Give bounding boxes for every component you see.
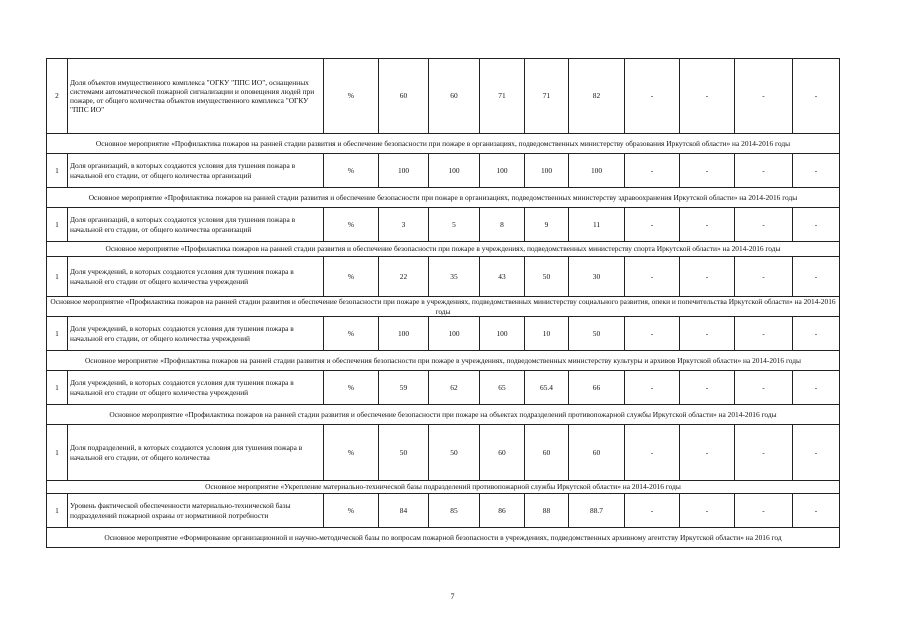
value-cell: 62 [429,371,480,405]
value-cell: 100 [480,317,525,351]
value-cell: 60 [525,425,569,481]
indicator-row [47,317,840,351]
value-cell: 43 [480,257,525,297]
value-cell: 66 [569,371,625,405]
value-cell: 100 [480,154,525,188]
value-cell: - [625,317,680,351]
value-cell: - [680,59,735,134]
value-cell: 84 [379,494,429,528]
section-row [47,242,840,257]
row-number: 1 [47,208,68,242]
value-cell: 65 [480,371,525,405]
section-heading: Основное мероприятие «Профилактика пожаров на ранней стадии развития и обеспечение безопасности при пожаре в организациях, подведомственных министерству образования Иркутской области» на 2014-2016 годы [47,134,840,154]
section-row [47,528,840,548]
value-cell: 35 [429,257,480,297]
indicator-row [47,257,840,297]
value-cell: 100 [379,154,429,188]
value-cell: - [680,208,735,242]
value-cell: 60 [569,425,625,481]
section-row [47,405,840,425]
value-cell: 10 [525,317,569,351]
value-cell: - [680,371,735,405]
value-cell: - [735,208,793,242]
unit-cell: % [324,425,379,481]
section-heading: Основное мероприятие «Профилактика пожаров на ранней стадии развития и обеспечение безопасности при пожаре на объектах подразделений противопожарной службы Иркутской области» на 2014-2016 годы [47,405,840,425]
value-cell: 11 [569,208,625,242]
value-cell: - [793,371,840,405]
row-number: 2 [47,59,68,134]
indicator-name: Доля организаций, в которых создаются условия для тушения пожара в начальной его стадии, от общего количества организаций [68,154,324,188]
value-cell: 50 [379,425,429,481]
section-row [47,297,840,317]
value-cell: - [625,257,680,297]
row-number: 1 [47,154,68,188]
indicator-name: Доля учреждений, в которых создаются условия для тушения пожара в начальной его стадии от общего количества учреждений [68,257,324,297]
value-cell: 71 [480,59,525,134]
value-cell: - [680,425,735,481]
section-heading: Основное мероприятие «Профилактика пожаров на ранней стадии развития и обеспечения безопасности при пожаре в учреждениях, подведомственных министерству культуры и архивов Иркутской области» на 2014-2016 годы [47,351,840,371]
value-cell: 22 [379,257,429,297]
value-cell: 60 [429,59,480,134]
value-cell: 60 [480,425,525,481]
section-heading: Основное мероприятие «Профилактика пожаров на ранней стадии развития и обеспечение безопасности при пожаре в организациях, подведомственных министерству здравоохранения Иркутской области» на 2014-2016 годы [47,188,840,208]
value-cell: - [735,257,793,297]
value-cell: - [735,154,793,188]
unit-cell: % [324,317,379,351]
value-cell: 100 [429,317,480,351]
value-cell: - [680,257,735,297]
section-heading: Основное мероприятие «Профилактика пожаров на ранней стадии развития и обеспечение безопасности при пожаре в учреждениях, подведомственных министерству социального развития, опеки и попечительства Иркутской области» на 2014-2016 годы [47,297,840,317]
section-heading: Основное мероприятие «Укрепление материально-технической базы подразделений противопожарной службы Иркутской области» на 2014-2016 годы [47,481,840,494]
value-cell: - [793,494,840,528]
value-cell: - [625,371,680,405]
value-cell: - [793,425,840,481]
indicator-row [47,154,840,188]
value-cell: 65.4 [525,371,569,405]
value-cell: 88 [525,494,569,528]
value-cell: - [735,425,793,481]
indicator-name: Доля учреждений, в которых создаются условия для тушения пожара в начальной его стадии, от общего количества учреждений [68,317,324,351]
indicator-row [47,425,840,481]
indicator-row [47,494,840,528]
value-cell: - [625,208,680,242]
value-cell: 50 [429,425,480,481]
section-row [47,351,840,371]
indicator-name: Доля учреждений, в которых создаются условия для тушения пожара в начальной его стадии от общего количества учреждений [68,371,324,405]
value-cell: - [680,494,735,528]
value-cell: - [793,59,840,134]
value-cell: 3 [379,208,429,242]
unit-cell: % [324,257,379,297]
indicator-name: Доля организаций, в которых создаются условия для тушения пожара в начальной его стадии, от общего количества организаций [68,208,324,242]
section-row [47,481,840,494]
value-cell: 88.7 [569,494,625,528]
value-cell: - [625,154,680,188]
value-cell: - [793,154,840,188]
section-heading: Основное мероприятие «Формирование организационной и научно-методической базы по вопросам пожарной безопасности в учреждениях, подведомственных архивному агентству Иркутской области» на 2016 год [47,528,840,548]
value-cell: 100 [379,317,429,351]
unit-cell: % [324,208,379,242]
value-cell: 82 [569,59,625,134]
value-cell: - [735,59,793,134]
unit-cell: % [324,154,379,188]
row-number: 1 [47,317,68,351]
value-cell: 60 [379,59,429,134]
indicator-row [47,59,840,134]
indicators-table [46,58,840,548]
value-cell: 100 [525,154,569,188]
value-cell: - [735,494,793,528]
value-cell: 100 [569,154,625,188]
indicator-name: Уровень фактической обеспеченности материально-технической базы подразделений пожарной охраны от нормативной потребности [68,494,324,528]
value-cell: 9 [525,208,569,242]
section-row [47,134,840,154]
value-cell: - [793,257,840,297]
value-cell: - [793,208,840,242]
unit-cell: % [324,494,379,528]
unit-cell: % [324,59,379,134]
unit-cell: % [324,371,379,405]
value-cell: 71 [525,59,569,134]
value-cell: 8 [480,208,525,242]
indicator-name: Доля объектов имущественного комплекса "ОГКУ "ППС ИО", оснащенных системами автоматической пожарной сигнализации и оповещения людей при пожаре, от общего количества объектов имущественного комплекса "ОГКУ "ППС ИО" [68,59,324,134]
value-cell: - [625,425,680,481]
indicator-row [47,208,840,242]
value-cell: 50 [525,257,569,297]
indicator-name: Доля подразделений, в которых создаются условия для тушения пожара в начальной его стадии, от общего количества [68,425,324,481]
indicator-row [47,371,840,405]
section-heading: Основное мероприятие «Профилактика пожаров на ранней стадии развития и обеспечение безопасности при пожаре в учреждениях, подведомственных министерству спорта Иркутской области» на 2014-2016 годы [47,242,840,257]
page-number: 7 [450,592,455,601]
value-cell: - [735,317,793,351]
value-cell: - [680,154,735,188]
value-cell: - [680,317,735,351]
value-cell: - [625,494,680,528]
value-cell: - [793,317,840,351]
row-number: 1 [47,257,68,297]
row-number: 1 [47,371,68,405]
value-cell: 86 [480,494,525,528]
value-cell: 5 [429,208,480,242]
row-number: 1 [47,494,68,528]
value-cell: 100 [429,154,480,188]
row-number: 1 [47,425,68,481]
section-row [47,188,840,208]
value-cell: 59 [379,371,429,405]
value-cell: - [625,59,680,134]
value-cell: 50 [569,317,625,351]
value-cell: 85 [429,494,480,528]
value-cell: 30 [569,257,625,297]
value-cell: - [735,371,793,405]
